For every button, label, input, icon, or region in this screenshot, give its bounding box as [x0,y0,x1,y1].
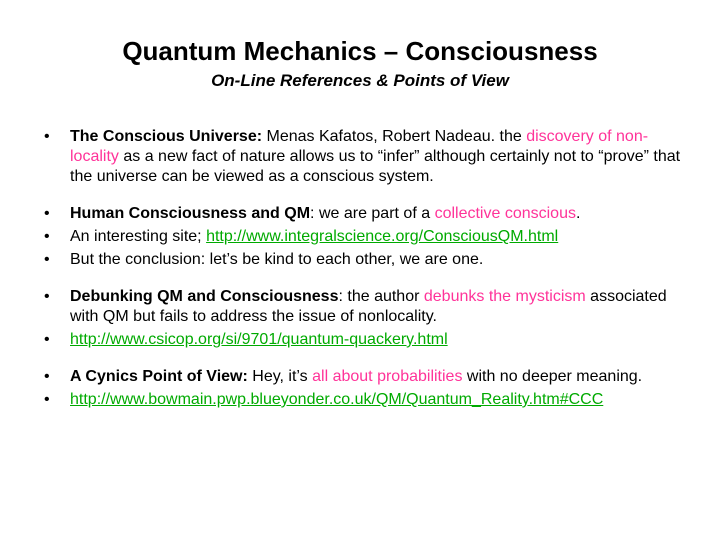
bowmain-link[interactable]: http://www.bowmain.pwp.blueyonder.co.uk/QM/Quantum_Reality.htm#CCC [70,391,604,408]
list-item [44,250,684,270]
item-text: with no deeper meaning. [462,368,643,385]
bullet-icon: • [44,391,50,408]
list-item [44,287,684,327]
slide-subtitle: On-Line References & Points of View [211,71,509,90]
item-highlight: discovery of non-locality [70,128,649,165]
item-lead: Human Consciousness and QM [70,205,311,222]
item-highlight: debunks the mysticism [423,288,586,305]
list-item [44,127,684,187]
list-item [44,204,684,224]
bullet-icon: • [44,331,50,348]
bullet-icon: • [44,128,50,145]
bullet-icon: • [44,205,50,222]
item-text: as a new fact of nature allows us to “infer” although certainly not to “prove” that the universe can be viewed as a conscious system. [70,148,681,185]
csicop-link[interactable]: http://www.csicop.org/si/9701/quantum-quackery.html [70,331,448,348]
integralscience-link[interactable]: http://www.integralscience.org/ConsciousQM.html [206,228,559,245]
item-text: . [575,205,581,222]
item-lead: A Cynics Point of View: [70,368,248,385]
bullet-list [44,127,684,413]
list-item [44,390,684,410]
item-text: Menas Kafatos, Robert Nadeau. the [262,128,527,145]
item-lead: The Conscious Universe: [70,128,263,145]
list-item [44,330,684,350]
item-highlight: collective conscious [434,205,576,222]
item-lead: Debunking QM and Consciousness [70,288,339,305]
list-item [44,367,684,387]
slide-title: Quantum Mechanics – Consciousness [122,36,598,66]
item-text: associated with QM but fails to address the issue of nonlocality. [70,288,667,325]
bullet-icon: • [44,368,50,385]
item-text: : we are part of a [310,205,435,222]
item-highlight: all about probabilities [312,368,463,385]
item-text: : the author [338,288,424,305]
bullet-icon: • [44,228,50,245]
list-item [44,227,684,247]
item-text: Hey, it’s [247,368,313,385]
bullet-icon: • [44,288,50,305]
item-text: An interesting site; [70,228,207,245]
bullet-icon: • [44,251,50,268]
item-text: But the conclusion: let’s be kind to each other, we are one. [70,251,484,268]
